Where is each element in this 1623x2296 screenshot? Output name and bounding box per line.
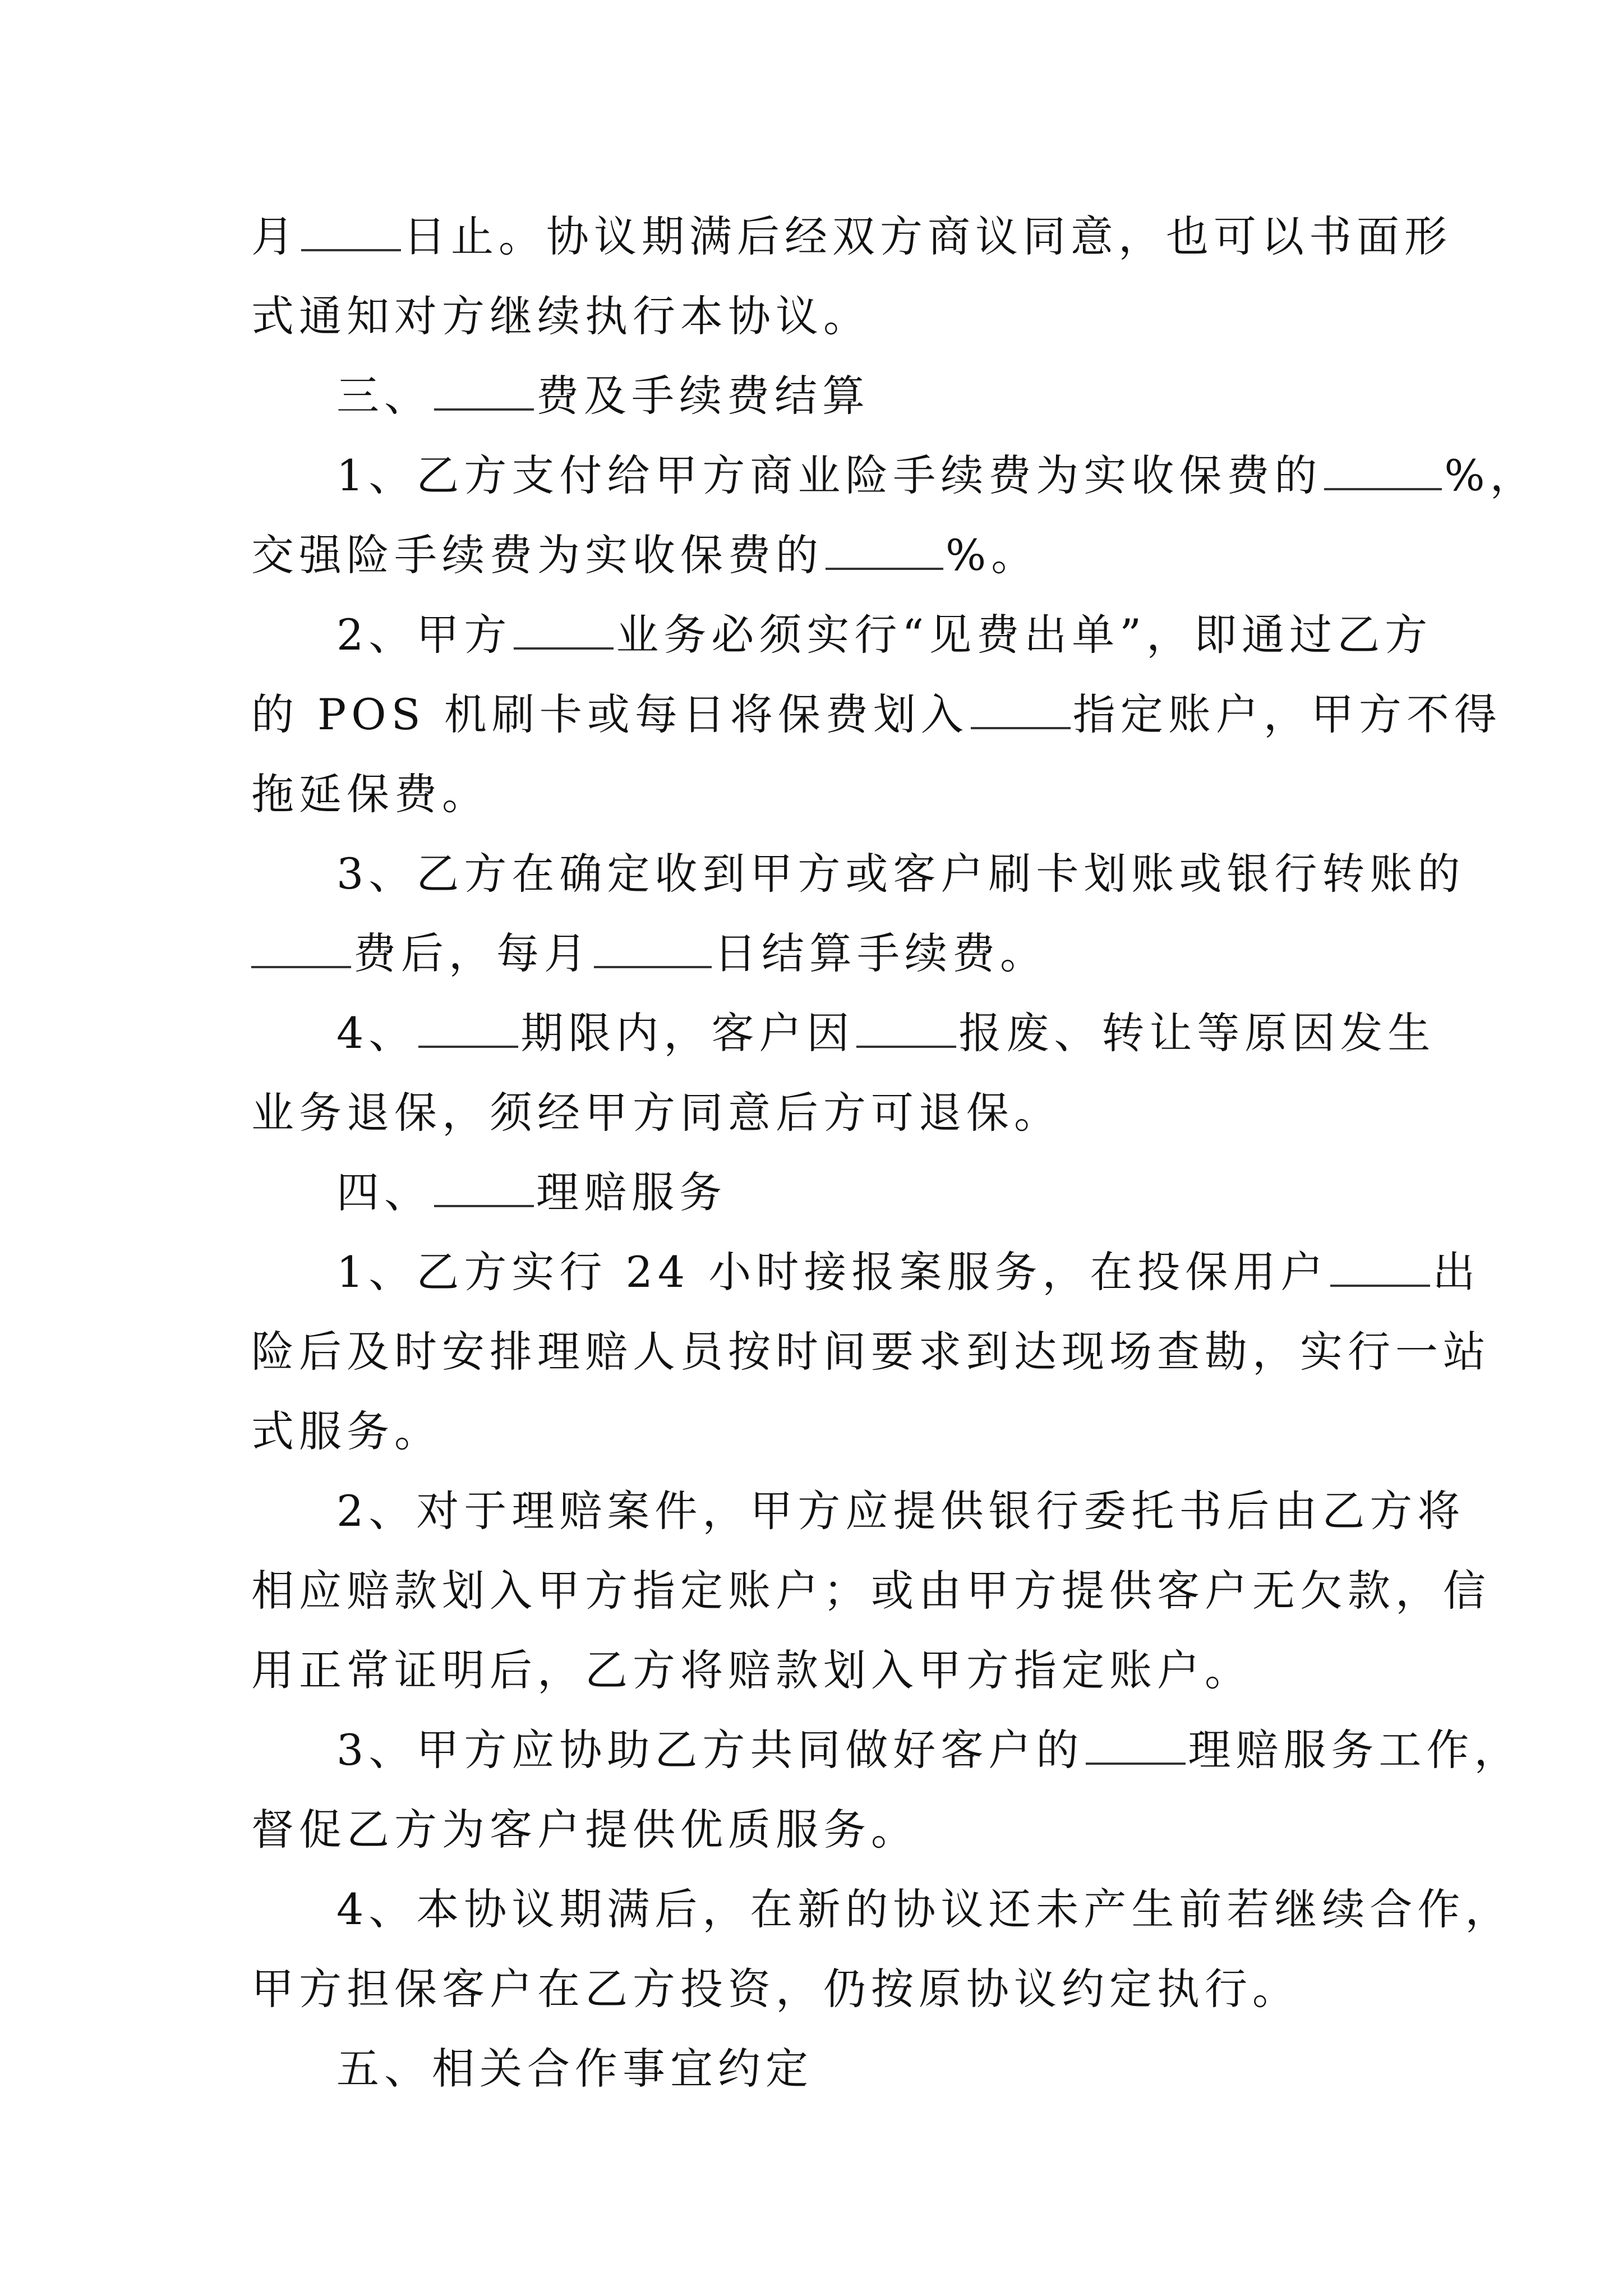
text-segment: 理赔服务工作， — [1188, 1725, 1522, 1775]
text-line — [251, 1563, 1491, 1619]
fill-blank — [1086, 1728, 1186, 1765]
text-segment: 指定账户，甲方不得 — [1072, 689, 1502, 739]
text-line — [336, 1722, 1521, 1778]
text-segment: 相应赔款划入甲方指定账户；或由甲方提供客户无欠款，信 — [251, 1566, 1491, 1616]
text-segment: 甲方担保客户在乙方投资，仍按原协议约定执行。 — [251, 1964, 1300, 2014]
text-segment: 2、对于理赔案件，甲方应提供银行委托书后由乙方将 — [336, 1486, 1465, 1536]
fill-blank — [1330, 1250, 1430, 1287]
text-segment: 3、甲方应协助乙方共同做好客户的 — [336, 1725, 1084, 1775]
fill-blank — [434, 1170, 534, 1207]
text-line — [251, 1085, 1062, 1141]
text-line — [251, 926, 1048, 982]
text-segment: 业务必须实行“见费出单”，即通过乙方 — [616, 610, 1433, 660]
fill-blank — [1324, 453, 1442, 490]
text-segment: 日止。协议期满后经双方商议同意，也可以书面形 — [403, 211, 1452, 261]
text-segment: 1、乙方实行 24 小时接报案服务，在投保用户 — [336, 1247, 1329, 1297]
fill-blank — [971, 692, 1071, 729]
text-segment: 的 POS 机刷卡或每日将保费划入 — [251, 689, 969, 739]
text-segment: 业务退保，须经甲方同意后方可退保。 — [251, 1088, 1062, 1138]
fill-blank — [251, 931, 351, 968]
text-segment: 4、本协议期满后，在新的协议还未产生前若继续合作， — [336, 1884, 1513, 1934]
text-line — [336, 1483, 1465, 1539]
text-line — [336, 846, 1465, 902]
text-line — [251, 527, 1039, 583]
fill-blank — [856, 1011, 956, 1048]
fill-blank — [514, 613, 614, 650]
text-segment: 费及手续费结算 — [536, 371, 870, 421]
text-line — [251, 1324, 1491, 1380]
text-segment: 期限内，客户因 — [520, 1008, 855, 1058]
text-line — [336, 448, 1538, 504]
text-line — [336, 607, 1432, 663]
text-line — [251, 766, 490, 822]
text-segment: 式通知对方继续执行本协议。 — [251, 291, 871, 341]
text-segment: 督促乙方为客户提供优质服务。 — [251, 1805, 919, 1855]
section-heading — [336, 368, 870, 424]
text-segment: 1、乙方支付给甲方商业险手续费为实收保费的 — [336, 450, 1322, 500]
text-segment: 月 — [251, 211, 299, 261]
text-segment: 4、 — [336, 1008, 417, 1058]
text-segment: 日结算手续费。 — [714, 928, 1048, 978]
text-line — [251, 1961, 1300, 2017]
text-line — [251, 1642, 1252, 1699]
text-segment: 3、乙方在确定收到甲方或客户刷卡划账或银行转账的 — [336, 849, 1465, 899]
fill-blank — [301, 214, 401, 251]
text-segment: 出 — [1432, 1247, 1481, 1297]
text-line — [336, 1244, 1480, 1300]
text-segment: 险后及时安排理赔人员按时间要求到达现场查勘，实行一站 — [251, 1327, 1491, 1377]
text-segment: 用正常证明后，乙方将赔款划入甲方指定账户。 — [251, 1645, 1252, 1695]
text-line — [251, 288, 871, 344]
text-line — [251, 209, 1452, 265]
text-segment: 报废、转让等原因发生 — [958, 1008, 1436, 1058]
text-segment: 三、 — [336, 371, 432, 421]
text-line — [336, 1881, 1513, 1938]
text-segment: 2、甲方 — [336, 610, 512, 660]
text-segment: 费后，每月 — [353, 928, 592, 978]
text-line — [251, 1404, 442, 1460]
fill-blank — [418, 1011, 518, 1048]
fill-blank — [434, 374, 534, 411]
text-segment: 交强险手续费为实收保费的 — [251, 530, 823, 580]
text-segment: %。 — [946, 530, 1039, 580]
text-line — [251, 1802, 919, 1858]
text-segment: 五、相关合作事宜约定 — [336, 2044, 813, 2093]
section-heading — [336, 2041, 813, 2097]
fill-blank — [826, 533, 943, 570]
fill-blank — [594, 931, 712, 968]
text-line — [251, 687, 1502, 743]
text-segment: %， — [1444, 450, 1538, 500]
text-segment: 拖延保费。 — [251, 769, 490, 819]
text-line — [336, 1005, 1435, 1061]
section-heading — [336, 1165, 727, 1221]
text-segment: 理赔服务 — [536, 1167, 727, 1217]
text-segment: 式服务。 — [251, 1406, 442, 1456]
text-segment: 四、 — [336, 1167, 432, 1217]
